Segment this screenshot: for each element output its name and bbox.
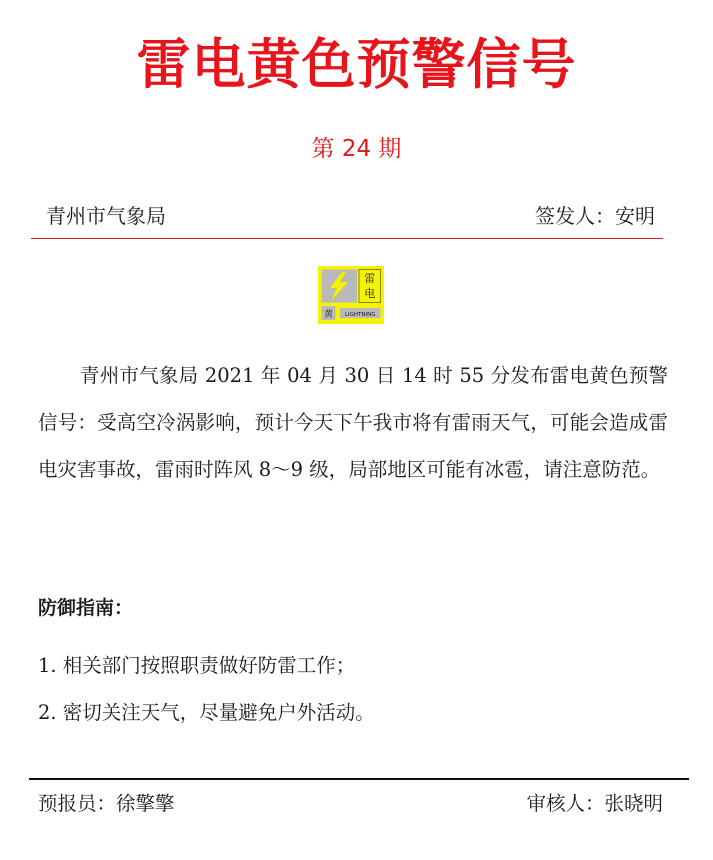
thunder-yellow-warning-icon: [318, 266, 384, 324]
forecaster-name: 徐擎擎: [116, 792, 175, 815]
guide-item-1: 1. 相关部门按照职责做好防雷工作；: [38, 654, 356, 677]
badge-text-level: 黄: [323, 310, 334, 320]
badge-text-en: LIGHTNING: [344, 312, 376, 318]
guide-heading: 防御指南：: [38, 597, 134, 619]
reviewer-label: 审核人：: [526, 792, 605, 815]
reviewer-name: 张晓明: [604, 792, 663, 815]
guide-item-2: 2. 密切关注天气，尽量避免户外活动。: [38, 701, 375, 724]
svg-text:电: 电: [364, 287, 376, 300]
issue-number: 第 24 期: [311, 136, 402, 162]
reviewer: [526, 790, 663, 818]
signer: [535, 202, 655, 230]
signer-label: 签发人：: [535, 204, 615, 228]
document-title: 雷电黄色预警信号: [136, 33, 577, 96]
forecaster: [38, 790, 175, 818]
footer-divider: [29, 778, 689, 780]
signer-name: 安明: [615, 204, 655, 228]
forecaster-label: 预报员：: [38, 792, 117, 815]
badge-text-cn: 雷: [364, 272, 376, 285]
guide-list: [38, 642, 375, 736]
bulletin-text: 青州市气象局 2021 年 04 月 30 日 14 时 55 分发布雷电黄色预警信号：受高空冷涡影响，预计今天下午我市将有雷雨天气，可能会造成雷电灾害事故，雷雨时阵风 8～9 级，局部地区可能有冰雹，请注意防范。: [38, 364, 668, 481]
issuing-agency: 青州市气象局: [46, 204, 166, 228]
header-divider: [31, 238, 663, 239]
